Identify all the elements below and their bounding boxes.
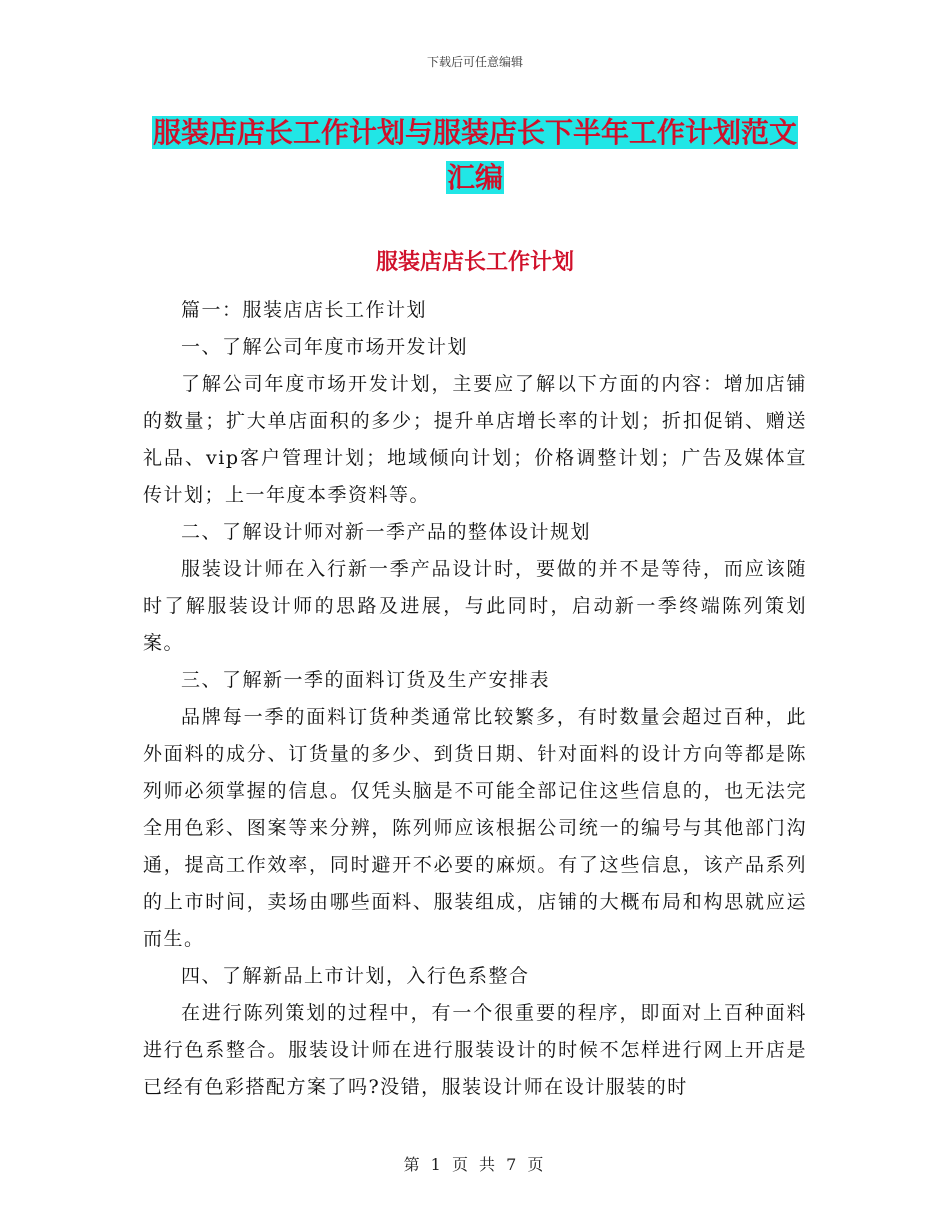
paragraph-body-4: 在进行陈列策划的过程中，有一个很重要的程序，即面对上百种面料进行色系整合。服装设计师在进行服装设计的时候不怎样进行网上开店是已经有色彩搭配方案了吗?没错，服装设计师在设计服装的时 (143, 1002, 807, 1098)
paragraph-chapter-heading: 篇一：服装店店长工作计划 (181, 299, 428, 321)
paragraph-body-3: 品牌每一季的面料订货种类通常比较繁多，有时数量会超过百种，此外面料的成分、订货量的多少、到货日期、针对面料的设计方向等都是陈列师必须掌握的信息。仅凭头脑是不可能全部记住这些信息的，也无法完全用色彩、图案等来分辨，陈列师应该根据公司统一的编号与其他部门沟通，提高工作效率，同时避开不必要的麻烦。有了这些信息，该产品系列的上市时间，卖场由哪些面料、服装组成，店铺的大概布局和构思就应运而生。 (143, 706, 807, 950)
paragraph-heading-2: 二、了解设计师对新一季产品的整体设计规划 (181, 521, 592, 543)
paragraph-body-2: 服装设计师在入行新一季产品设计时，要做的并不是等待，而应该随时了解服装设计师的思路及进展，与此同时，启动新一季终端陈列策划案。 (143, 558, 807, 654)
page-header-note: 下载后可任意编辑 (426, 55, 523, 69)
section-title: 服装店店长工作计划 (375, 250, 574, 275)
page-number-footer: 第 1 页 共 7 页 (403, 1155, 547, 1174)
document-body (143, 292, 807, 1106)
document-title-line-2: 汇编 (446, 161, 503, 194)
paragraph-heading-1: 一、了解公司年度市场开发计划 (181, 336, 469, 358)
document-title-line-1: 服装店店长工作计划与服装店长下半年工作计划范文 (152, 116, 797, 149)
paragraph-heading-3: 三、了解新一季的面料订货及生产安排表 (181, 669, 551, 691)
paragraph-heading-4: 四、了解新品上市计划，入行色系整合 (181, 965, 530, 987)
document-title (140, 110, 810, 200)
paragraph-body-1: 了解公司年度市场开发计划，主要应了解以下方面的内容：增加店铺的数量；扩大单店面积的多少；提升单店增长率的计划；折扣促销、赠送礼品、vip客户管理计划；地域倾向计划；价格调整计划；广告及媒体宣传计划；上一年度本季资料等。 (143, 373, 807, 506)
